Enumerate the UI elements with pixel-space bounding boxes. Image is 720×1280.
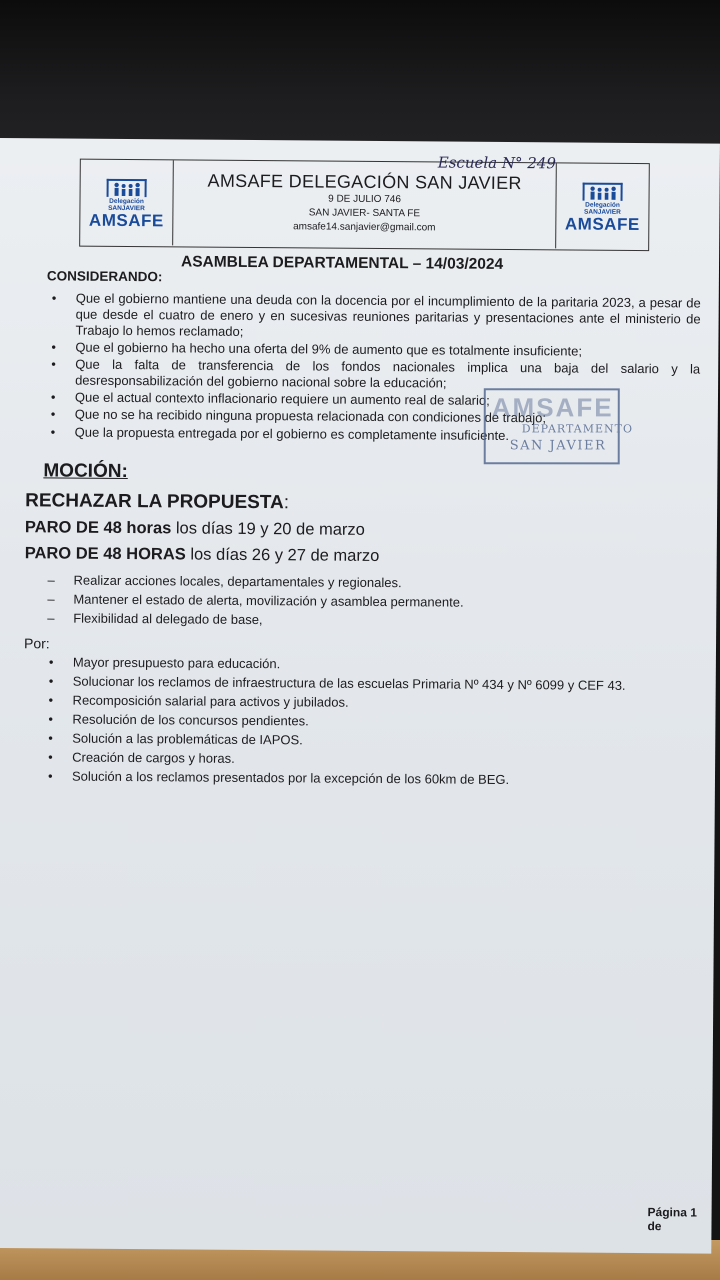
letterhead-center bbox=[172, 164, 557, 236]
handwritten-school-note: Escuela N° 249 bbox=[437, 153, 557, 173]
organization-address: 9 DE JULIO 746 bbox=[328, 193, 401, 206]
dark-background bbox=[0, 0, 720, 160]
stamp-line-2: DEPARTAMENTO bbox=[521, 422, 633, 436]
list-item: • Que el gobierno ha hecho una oferta del 9% de aumento que es totalmente insuficiente; bbox=[75, 340, 700, 361]
por-label: Por: bbox=[23, 635, 50, 652]
department-stamp bbox=[484, 388, 633, 464]
logo-brand-text: AMSAFE bbox=[564, 213, 640, 234]
list-item: – Mantener el estado de alerta, movilización y asamblea permanente. bbox=[73, 592, 698, 613]
stamp-line-3: SAN JAVIER bbox=[509, 438, 607, 454]
document-page bbox=[0, 138, 720, 1254]
organization-title: AMSAFE DELEGACIÓN SAN JAVIER bbox=[207, 170, 522, 194]
assembly-title: ASAMBLEA DEPARTAMENTAL – 14/03/2024 bbox=[180, 253, 504, 273]
list-item: – Realizar acciones locales, departamentales y regionales. bbox=[73, 573, 698, 594]
list-item: • Que no se ha recibido ninguna propuesta relacionada con condiciones de trabajo; bbox=[75, 407, 700, 428]
list-item: • Mayor presupuesto para educación. bbox=[73, 655, 698, 676]
logo-mid-text: SANJAVIER bbox=[584, 208, 621, 216]
people-logo-icon bbox=[105, 175, 149, 197]
logo-brand-text: AMSAFE bbox=[88, 210, 164, 230]
considerando-label: CONSIDERANDO: bbox=[46, 268, 163, 285]
list-item: • Que el gobierno mantiene una deuda con la docencia por el incumplimiento de la paritaria 2023, a pesar de que desde el cuatro de enero y en sucesivas reuniones paritarias y presentaciones ante el ministerio de Trabajo lo hemos reclamado; bbox=[75, 291, 700, 344]
logo-mid-text: SANJAVIER bbox=[108, 204, 145, 212]
people-logo-icon bbox=[581, 179, 625, 201]
strike-line-1 bbox=[25, 518, 365, 540]
page-number: Página 1 de bbox=[647, 1205, 697, 1234]
list-item: • Solucionar los reclamos de infraestructura de las escuelas Primaria Nº 434 y Nº 6099 y CEF 43. bbox=[73, 674, 698, 695]
list-item: • Solución a las problemáticas de IAPOS. bbox=[72, 731, 697, 752]
list-item: • Resolución de los concursos pendientes. bbox=[72, 712, 697, 733]
strike-dates: los días 19 y 20 de marzo bbox=[171, 519, 365, 539]
list-item: • Solución a los reclamos presentados por la excepción de los 60km de BEG. bbox=[72, 769, 697, 790]
stamp-line-1: AMSAFE bbox=[491, 392, 614, 423]
list-item: • Que la propuesta entregada por el gobierno es completamente insuficiente. bbox=[75, 425, 700, 446]
reject-colon: : bbox=[283, 492, 290, 514]
strike-bold: PARO DE 48 HORAS bbox=[24, 544, 186, 564]
strike-bold: PARO DE 48 horas bbox=[24, 518, 172, 538]
list-item: • Que la falta de transferencia de los fondos nacionales implica una baja del salario y la desresponsabilización del gobierno nacional sobre la educación; bbox=[75, 357, 700, 394]
amsafe-logo-right bbox=[555, 163, 649, 249]
logo-top-text: Delegación bbox=[109, 197, 144, 205]
mocion-label: MOCIÓN: bbox=[43, 460, 128, 483]
list-item: • Creación de cargos y horas. bbox=[72, 750, 697, 771]
logo-top-text: Delegación bbox=[585, 201, 620, 209]
reject-text: RECHAZAR LA PROPUESTA bbox=[25, 490, 284, 514]
organization-city: SAN JAVIER- SANTA FE bbox=[308, 207, 421, 220]
letterhead-box bbox=[79, 159, 650, 251]
amsafe-logo-left bbox=[80, 160, 174, 246]
reject-heading bbox=[25, 490, 289, 514]
organization-email: amsafe14.sanjavier@gmail.com bbox=[293, 221, 436, 234]
list-item: • Que el actual contexto inflacionario requiere un aumento real de salario; bbox=[75, 390, 700, 411]
strike-dates: los días 26 y 27 de marzo bbox=[185, 545, 380, 565]
strike-line-2 bbox=[25, 544, 380, 566]
list-item: • Recomposición salarial para activos y jubilados. bbox=[73, 693, 698, 714]
list-item: – Flexibilidad al delegado de base, bbox=[73, 611, 698, 632]
